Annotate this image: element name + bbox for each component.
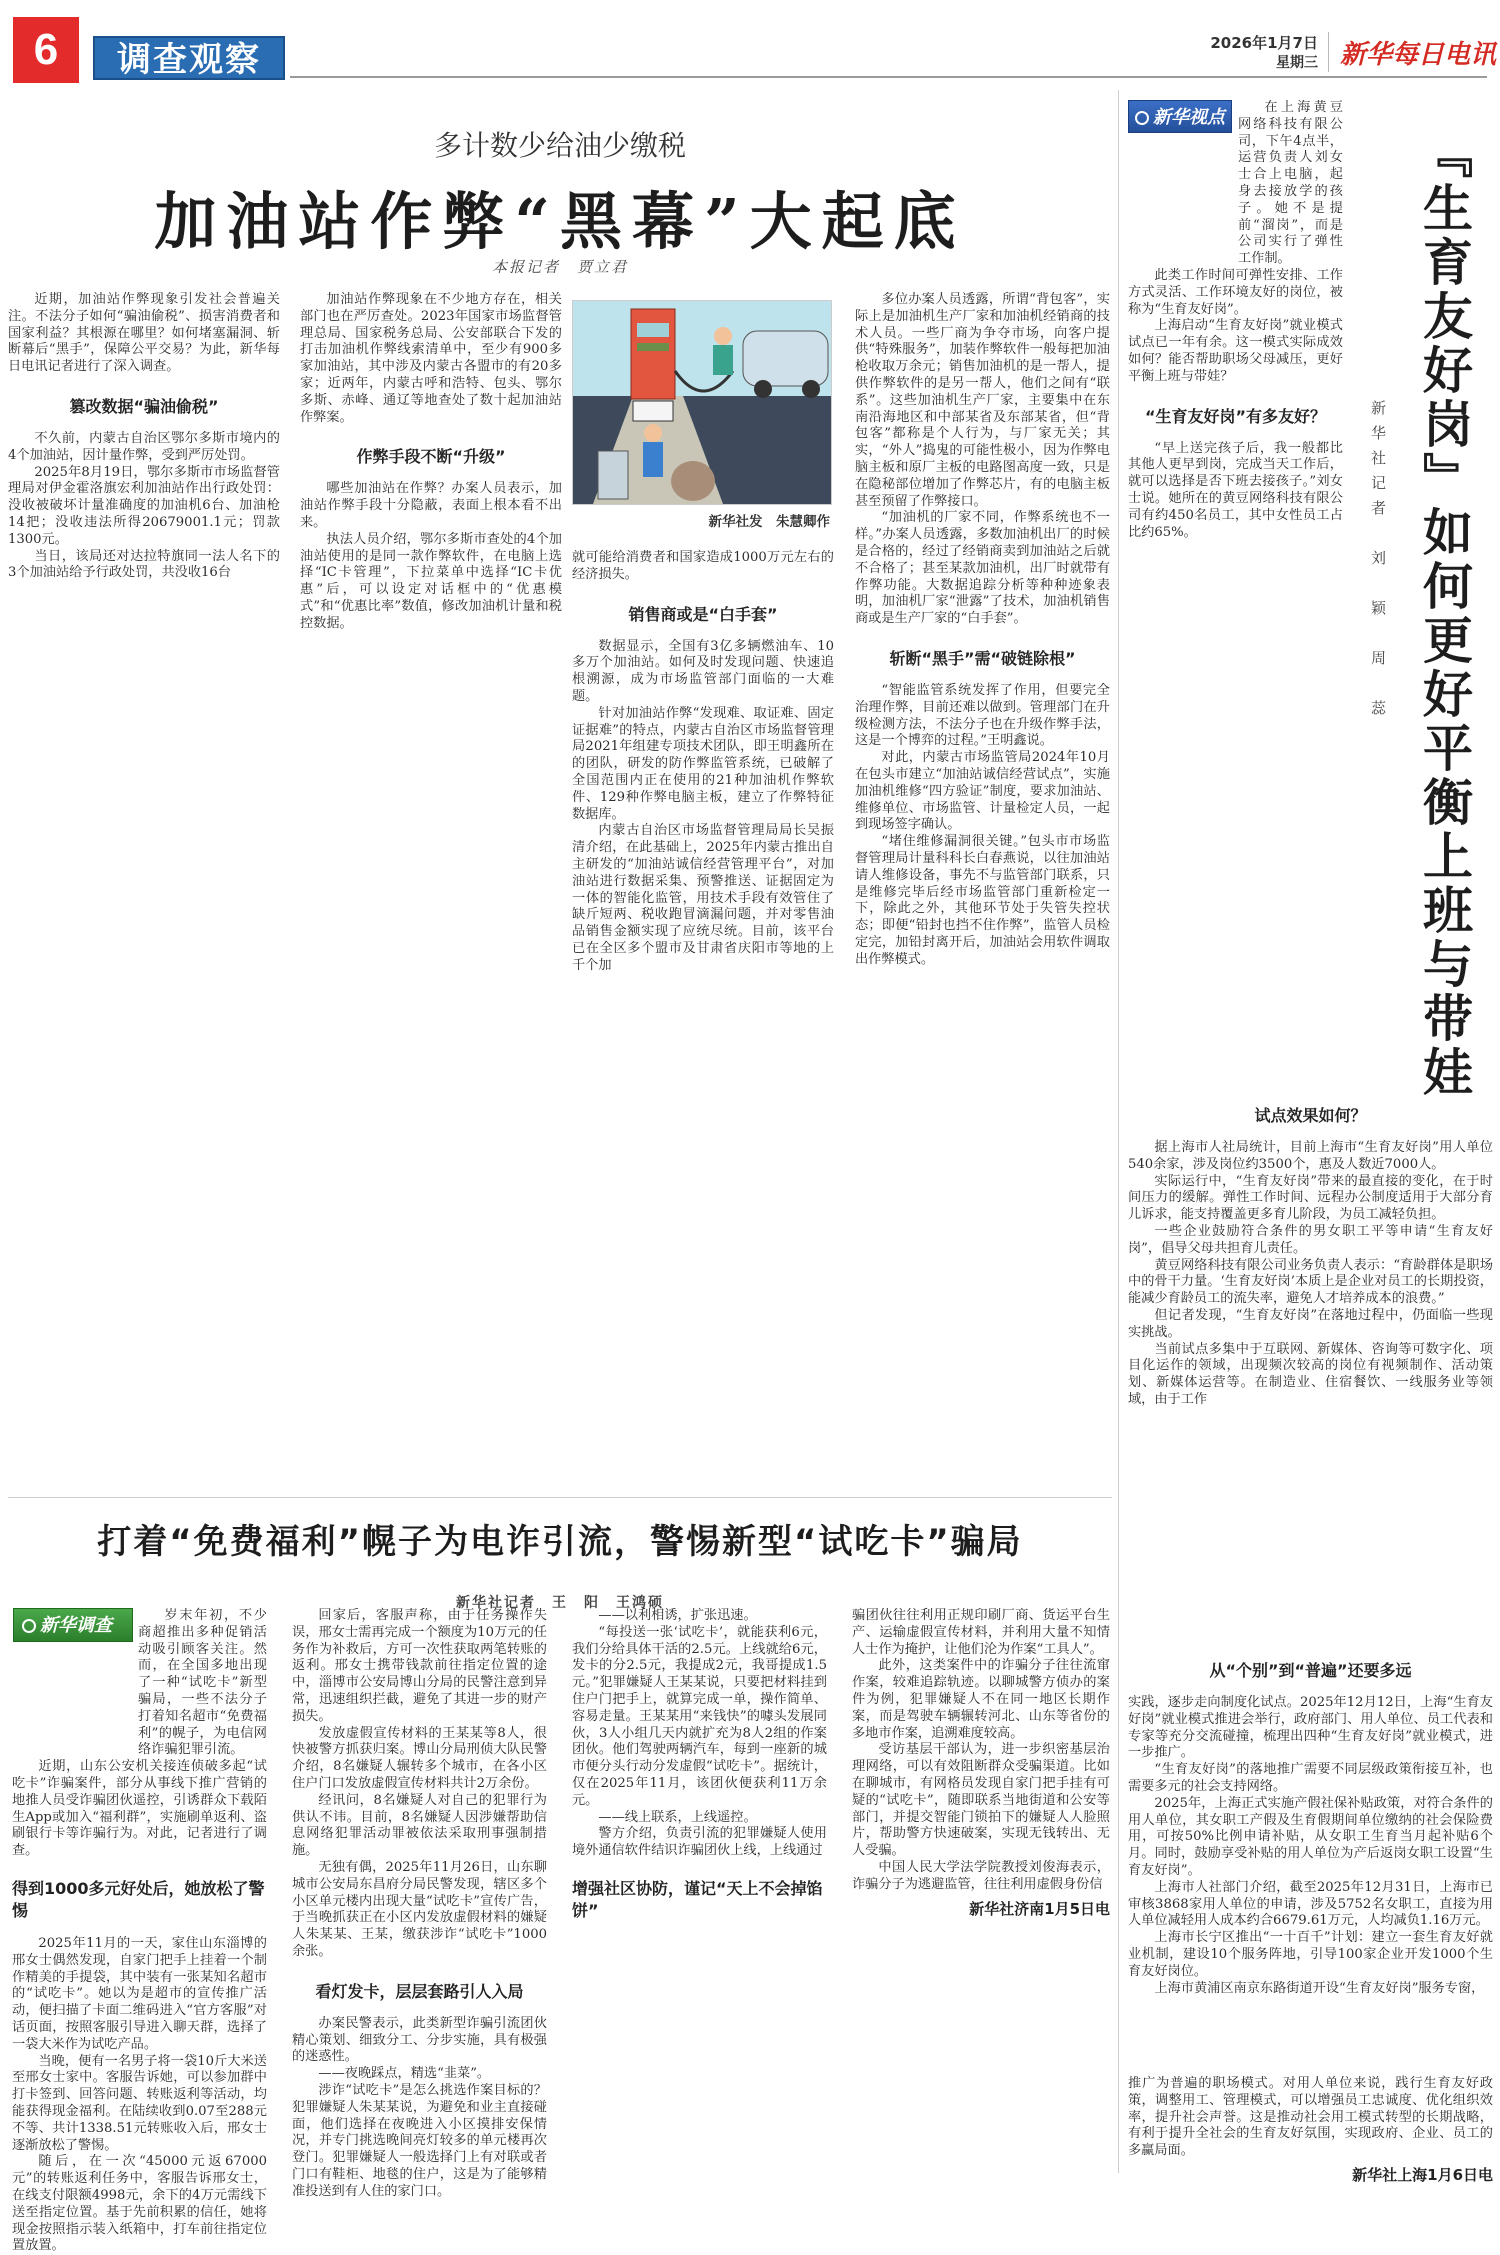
paragraph: 上海市长宁区推出“一十百千”计划：建立一套生育友好就业机制，建设10个服务阵地，引导100家企业开发1000个生育友好岗位。 — [1128, 1930, 1493, 1979]
paragraph: 受访基层干部认为，进一步织密基层治理网络，可以有效阻断群众受骗渠道。比如在聊城市，有网格员发现自家门把手挂有可疑的“试吃卡”，随即联系当地街道和公安等部门，并提交智能门锁拍下的嫌疑人人脸照片，帮助警方快速破案，实现无钱转出、无人受骗。 — [852, 1742, 1110, 1859]
paragraph: 实际运行中，“生育友好岗”带来的最直接的变化，在于时间压力的缓解。弹性工作时间、远程办公制度适用于大部分育儿诉求，能支持覆盖更多育儿阶段，为员工减轻负担。 — [1128, 1173, 1493, 1223]
paragraph: 上海市人社部门介绍，截至2025年12月31日，上海市已审核3868家用人单位的申请，涉及5752名女职工，直接为用人单位减轻用人成本约合6679.61万元，人均减负1.16万元。 — [1128, 1879, 1493, 1929]
paragraph: 中国人民大学法学院教授刘俊海表示，诈骗分子为逃避监管，往往利用虚假身份信 — [852, 1859, 1110, 1892]
paragraph: 经讯问，8名嫌疑人对自己的犯罪行为供认不讳。目前，8名嫌疑人因涉嫌帮助信息网络犯罪活动罪被依法采取刑事强制措施。 — [292, 1792, 547, 1859]
subheading: 作弊手段不断“升级” — [356, 447, 506, 467]
article1-byline: 本报记者 贾立君 — [491, 258, 628, 276]
paragraph: 办案民警表示，此类新型诈骗引流团伙精心策划、细致分工、分步实施，具有极强的迷惑性。 — [292, 2015, 547, 2065]
paragraph: 一些企业鼓励符合条件的男女职工平等申请“生育友好岗”，倡导父母共担育儿责任。 — [1128, 1223, 1493, 1256]
article3-headline: 打着“免费福利”幌子为电诈引流，警惕新型“试吃卡”骗局 — [97, 1522, 1023, 1562]
paragraph: 不久前，内蒙古自治区鄂尔多斯市境内的4个加油站，因计量作弊，受到严厉处罚。 — [8, 430, 280, 463]
paragraph: “每投送一张‘试吃卡’，就能获利6元，我们分给具体干活的2.5元。上线就给6元，发卡的分2.5元，我提成2元，我哥提成1.5元。”犯罪嫌疑人王某某说，只要把材料挂到住户门把手上，就算完成一单，操作简单、容易走量。王某某用“来钱快”的噱头发展同伙，3人小组几天内就扩充为8人2组的作案团伙。他们驾驶两辆汽车，每到一座新的城市便分头行动分发虚假“试吃卡”。据统计，仅在2025年11月，该团伙便获利11万余元。 — [572, 1624, 827, 1808]
paragraph: 发放虚假宣传材料的王某某等8人，很快被警方抓获归案。博山分局刑侦大队民警介绍，8名嫌疑人辗转多个城市，在各小区住户门口发放虚假宣传材料共计2万余份。 — [292, 1725, 547, 1791]
article3-column-4 — [852, 1608, 1110, 1919]
paper-logo: 新华每日电讯 — [1340, 40, 1497, 70]
paragraph: 上海启动“生育友好岗”就业模式试点已一年有余。这一模式实际成效如何？能否帮助职场父母减压，更好平衡上班与带娃？ — [1128, 318, 1343, 384]
paragraph: “早上送完孩子后，我一般都比其他人更早到岗，完成当天工作后，就可以选择是否下班去接孩子。”刘女士说。她所在的黄豆网络科技有限公司有约450名员工，其中女性员工占比约65%。 — [1128, 440, 1343, 540]
dateline-credit: 新华社上海1月6日电 — [1352, 2165, 1493, 2184]
article1-kicker: 多计数少给油少缴税 — [433, 129, 686, 162]
paragraph: 随后，在一次“45000元返67000元”的转账返利任务中，客服告诉邢女士，在线支付限额4998元，余下的4万元需线下送至指定位置。基于先前积累的信任，她将现金按照指示装入纸箱中，打车前往指定位置放置。 — [12, 2154, 267, 2254]
paragraph: ——以利相诱，扩张迅速。 — [598, 1608, 757, 1623]
subheading: 销售商或是“白手套” — [628, 604, 778, 624]
header-rule — [290, 76, 1487, 78]
paragraph: 内蒙古自治区市场监督管理局局长吴振清介绍，在此基础上，2025年内蒙古推出自主研发的“加油站诚信经营管理平台”，对加油站进行数据采集、预警推送、证据固定为一体的智能化监管，用技术手段有效管住了缺斤短两、税收跑冒滴漏问题，并对零售油品销售金额实现了应统尽统。目前，该平台已在全区多个盟市及甘肃省庆阳市等地的上千个加 — [572, 823, 834, 973]
subheading: 试点效果如何？ — [1254, 1106, 1367, 1125]
paragraph: 当晚，便有一名男子将一袋10斤大米送至邢女士家中。客服告诉她，可以参加群中打卡签到、回答问题、转账返利等活动，均能获得现金福利。在陆续收到0.07至288元不等、共计1338.51元转账收入后，邢女士逐渐放松了警惕。 — [12, 2053, 267, 2153]
paragraph: “智能监管系统发挥了作用，但要完全治理作弊，目前还难以做到。管理部门在升级检测方法，不法分子也在升级作弊手法，这是一个博弈的过程。”王明鑫说。 — [855, 682, 1110, 749]
issue-weekday: 星期三 — [1276, 55, 1318, 71]
paragraph: “生育友好岗”的落地推广需要不同层级政策衔接互补，也需要多元的社会支持网络。 — [1128, 1762, 1493, 1794]
paragraph: 岁末年初，不少商超推出多种促销活动吸引顾客关注。然而，在全国多地出现了一种“试吃卡”新型骗局，一些不法分子打着知名超市“免费福利”的幌子，为电信网络诈骗犯罪引流。 — [138, 1608, 267, 1758]
paragraph: 针对加油站作弊“发现难、取证难、固定证据难”的特点，内蒙古自治区市场监督管理局2021年组建专项技术团队，即王明鑫所在的团队，研发的防作弊监管系统，已破解了全国范围内正在使用的21种加油机作弊软件、129种作弊电脑主板，建立了作弊特征数据库。 — [572, 705, 834, 822]
fuel-cheating-cartoon — [572, 300, 832, 505]
article2-ending — [1128, 2076, 1493, 2185]
column-divider — [1118, 90, 1119, 2173]
paragraph: ——夜晚踩点，精选“韭菜”。 — [318, 2066, 491, 2082]
paragraph: 哪些加油站在作弊？办案人员表示，加油站作弊手段十分隐蔽，表面上根本看不出来。 — [300, 481, 562, 530]
paragraph: 回家后，客服声称，由于任务操作失误，邢女士需再完成一个额度为10万元的任务作为补救后，方可一次性获取两笔转账的返利。邢女士携带钱款前往指定位置的途中，淄博市公安局博山分局的民警注意到异常，迅速组织拦截，避免了其进一步的财产损失。 — [292, 1608, 547, 1724]
paragraph: 黄豆网络科技有限公司业务负责人表示：“育龄群体是职场中的骨干力量。‘生育友好岗’本质上是企业对员工的长期投资，能减少育龄员工的流失率，避免人才培养成本的浪费。” — [1128, 1257, 1493, 1307]
paragraph: 实践，逐步走向制度化试点。2025年12月12日，上海“生育友好岗”就业模式推进会举行，政府部门、用人单位、员工代表和专家等充分交流碰撞，梳理出四种“生育友好岗”就业模式，进一步推广。 — [1128, 1695, 1493, 1761]
paragraph: 推广为普遍的职场模式。对用人单位来说，践行生育友好政策，调整用工、管理模式，可以增强员工忠诚度、优化组织效率，提升社会声誉。这是推动社会用工模式转型的长期战略，有利于提升全社会的生育友好氛围，实现政府、企业、员工的多赢局面。 — [1128, 2076, 1493, 2159]
paragraph: 此类工作时间可弹性安排、工作方式灵活、工作环境友好的岗位，被称为“生育友好岗”。 — [1128, 267, 1343, 317]
paragraph: 数据显示，全国有3亿多辆燃油车、10多万个加油站。如何及时发现问题、快速追根溯源，成为市场监管部门面临的一大难题。 — [572, 638, 834, 704]
page-number: 6 — [13, 17, 79, 83]
paragraph: 对此，内蒙古市场监管局2024年10月在包头市建立“加油站诚信经营试点”，实施加油机维修“四方验证”制度，要求加油站、维修单位、市场监管、计量检定人员，一起到现场签字确认。 — [855, 750, 1110, 833]
paragraph: “加油机的厂家不同，作弊系统也不一样。”办案人员透露，多数加油机出厂的时候是合格的，经过了经销商卖到加油站之后就不合格了；甚至某款加油机，出厂时就带有作弊功能。大数据追踪分析等种种迹象表明，加油机厂家“泄露”了技术，加油机销售商或是生产厂家的“白手套”。 — [855, 510, 1110, 627]
subheading: 篡改数据“骗油偷税” — [69, 396, 219, 416]
article1-headline: 加油站作弊“黑幕”大起底 — [154, 185, 966, 258]
article2-lower — [1128, 1640, 1493, 1997]
article1-column-3 — [572, 550, 834, 975]
paragraph: 近期，山东公安机关接连侦破多起“试吃卡”诈骗案件，部分从事线下推广营销的地推人员受诈骗团伙遥控，引诱群众下载陌生App或加入“福利群”，实施刷单返利、盗刷银行卡等诈骗行为。对此，记者进行了调查。 — [12, 1759, 267, 1859]
dateline-credit: 新华社济南1月5日电 — [969, 1899, 1110, 1918]
article1-column-2 — [300, 292, 562, 633]
figure-caption: 新华社发 朱慧卿作 — [708, 514, 830, 530]
paragraph: 但记者发现，“生育友好岗”在落地过程中，仍面临一些现实挑战。 — [1128, 1307, 1493, 1340]
subheading: 看灯发卡，层层套路引人入局 — [315, 1981, 524, 2001]
paragraph: 执法人员介绍，鄂尔多斯市查处的4个加油站使用的是同一款作弊软件，在电脑上选择“IC卡管理”，下拉菜单中选择“IC卡优惠”后，可以设定对话框中的“优惠模式”和“优惠比率”数值，修改加油机计量和税控数据。 — [300, 531, 562, 631]
article1-column-1 — [8, 292, 280, 582]
article3-column-1 — [12, 1608, 267, 2255]
article-separator — [8, 1497, 1112, 1498]
article3-column-3 — [572, 1608, 827, 1936]
paragraph: 上海市黄浦区南京东路街道开设“生育友好岗”服务专窗， — [1154, 1980, 1485, 1996]
badge-label: 新华视点 — [1153, 107, 1225, 128]
section-title: 调查观察 — [93, 36, 285, 80]
paragraph: 多位办案人员透露，所谓“背包客”，实际上是加油机生产厂家和加油机经销商的技术人员。一些厂商为争夺市场，向客户提供“特殊服务”，加装作弊软件一般每把加油枪收取万余元；销售加油机的是一帮人，提供作弊软件的是另一帮人，他们之间有“联系”。这些加油机生产厂家，主要集中在东南沿海地区和中部某省及东部某省，但“背包客”都称是个人行为，与厂家无关；其实，“外人”捣鬼的可能性极小，因为作弊电脑主板和原厂主板的电路图高度一致，只是在隐秘部位增加了作弊芯片，有的电脑主板甚至预留了作弊接口。 — [855, 292, 1110, 509]
article2-intro — [1128, 100, 1343, 541]
paragraph: 2025年，上海正式实施产假社保补贴政策，对符合条件的用人单位，其女职工产假及生育假期间单位缴纳的社会保险费用，可按50%比例申请补贴，从女职工生育当月起补贴6个月。同时，鼓励享受补贴的用人单位为产后返岗女职工设置“生育友好岗”。 — [1128, 1795, 1493, 1878]
paragraph: 无独有偶，2025年11月26日，山东聊城市公安局东昌府分局民警发现，辖区多个小区单元楼内出现大量“试吃卡”宣传广告，于当晚抓获正在小区内发放虚假材料的嫌疑人朱某某、王某，缴获涉诈“试吃卡”1000余张。 — [292, 1859, 547, 1959]
paragraph: 2025年11月的一天，家住山东淄博的邢女士偶然发现，自家门把手上挂着一个制作精美的手提袋，其中装有一张某知名超市的“试吃卡”。她以为是超市的宣传推广活动，便扫描了卡面二维码进入“官方客服”对话页面，按照客服引导进入聊天群，选择了一袋大米作为试吃产品。 — [12, 1935, 267, 2052]
paragraph: 近期，加油站作弊现象引发社会普遍关注。不法分子如何“骗油偷税”、损害消费者和国家利益？其根源在哪里？如何堵塞漏洞、斩断幕后“黑手”，保障公平交易？为此，新华每日电讯记者进行了深入调查。 — [8, 292, 280, 375]
article2-headline: 『生育友好岗』如何更好平衡上班与带娃 — [1415, 128, 1474, 1100]
subheading: 斩断“黑手”需“破链除根” — [889, 648, 1076, 668]
article1-column-4 — [855, 292, 1110, 968]
paragraph: 警方介绍，负责引流的犯罪嫌疑人使用境外通信软件结识诈骗团伙上线，上线通过 — [572, 1826, 827, 1859]
paragraph: “堵住维修漏洞很关键。”包头市市场监督管理局计量科科长白春燕说，以往加油站请人维修设备，事先不与监管部门联系，只是维修完毕后经市场监管部门重新检定一下，除此之外，其他环节处于失管失控状态；即便“铅封也挡不住作弊”，监管人员检定完，加铅封离开后，加油站会用软件调取出作弊模式。 — [855, 834, 1110, 967]
paragraph: 当前试点多集中于互联网、新媒体、咨询等可数字化、项目化运作的领域，出现频次较高的岗位有视频制作、活动策划、新媒体运营等。在制造业、住宿餐饮、一线服务业等领域，由于工作 — [1128, 1341, 1493, 1407]
paragraph: 当日，该局还对达拉特旗同一法人名下的3个加油站给予行政处罚，共没收16台 — [8, 548, 280, 581]
article2-middle — [1128, 1085, 1493, 1409]
subheading: 得到1000多元好处后，她放松了警惕 — [12, 1878, 265, 1920]
article3-byline: 新华社记者 王 阳 王鸿硕 — [456, 1595, 664, 1611]
issue-date: 2026年1月7日 — [1210, 34, 1318, 52]
badge-label: 新华调查 — [40, 1615, 112, 1636]
paragraph: 在上海黄豆网络科技有限公司，下午4点半，运营负责人刘女士合上电脑，起身去接放学的孩子。她不是提前“溜岗”，而是公司实行了弹性工作制。 — [1238, 100, 1343, 267]
subheading: 增强社区协防，谨记“天上不会掉馅饼” — [572, 1878, 823, 1920]
subheading: 从“个别”到“普遍”还要多远 — [1209, 1661, 1412, 1680]
paragraph: 据上海市人社局统计，目前上海市“生育友好岗”用人单位540余家，涉及岗位约3500个，惠及人数近7000人。 — [1128, 1140, 1493, 1172]
header-divider — [1328, 32, 1329, 72]
paragraph: 就可能给消费者和国家造成1000万元左右的经济损失。 — [572, 550, 834, 582]
subheading: “生育友好岗”有多友好？ — [1144, 406, 1327, 426]
article2-byline: 新华社记者 刘 颖 周 蕊 — [1369, 400, 1387, 725]
article3-column-2 — [292, 1608, 547, 2201]
paragraph: 此外，这类案件中的诈骗分子往往流窜作案，较难追踪轨迹。以聊城警方侦办的案件为例，犯罪嫌疑人不在同一地区长期作案，而是驾驶车辆辗转河北、山东等省份的多地市作案，追溯难度较高。 — [852, 1658, 1110, 1741]
paragraph: 2025年8月19日，鄂尔多斯市市场监督管理局对伊金霍洛旗宏利加油站作出行政处罚：没收被破坏计量准确度的加油机6台、加油枪14把；没收违法所得20679001.1元；罚款1300元。 — [8, 464, 280, 547]
paragraph: 加油站作弊现象在不少地方存在，相关部门也在严厉查处。2023年国家市场监督管理总局、国家税务总局、公安部联合下发的打击加油机作弊线索清单中，至少有900多家加油站，其中涉及内蒙古各盟市的有20多家；近两年，内蒙古呼和浩特、包头、鄂尔多斯、赤峰、通辽等地查处了数十起加油站作弊案。 — [300, 292, 562, 425]
paragraph: 骗团伙往往利用正规印刷厂商、货运平台生产、运输虚假宣传材料，并利用大量不知情人士作为掩护，让他们沦为作案“工具人”。 — [852, 1608, 1110, 1657]
paragraph: 涉诈“试吃卡”是怎么挑选作案目标的？犯罪嫌疑人朱某某说，为避免和业主直接碰面，他们选择在夜晚进入小区摸排安保情况，并专门挑选晚间亮灯较多的单元楼再次登门。犯罪嫌疑人一般选择门上有对联或者门口有鞋柜、地毯的住户，这是为了能够精准投送到有人住的家门口。 — [292, 2082, 547, 2199]
paragraph: ——线上联系，上线遥控。 — [598, 1809, 757, 1825]
